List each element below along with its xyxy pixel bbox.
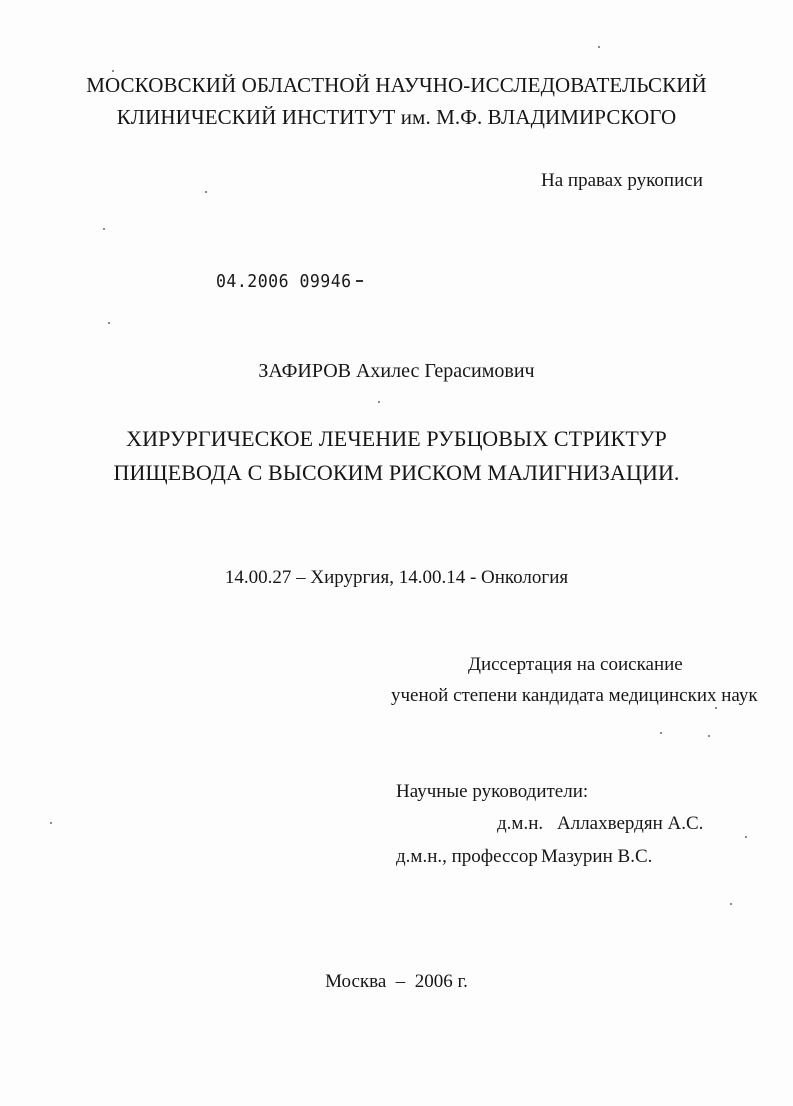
- dissertation-line-1: Диссертация на соискание: [468, 654, 683, 675]
- scan-speck: [660, 732, 662, 734]
- scan-speck: [598, 46, 600, 48]
- dissertation-title-line-1: ХИРУРГИЧЕСКОЕ ЛЕЧЕНИЕ РУБЦОВЫХ СТРИКТУР: [126, 426, 667, 451]
- supervisor-2-degree: д.м.н., профессор: [396, 846, 538, 867]
- supervisor-2-name: Мазурин В.С.: [541, 846, 653, 867]
- scan-speck: [103, 228, 105, 230]
- scan-speck: [50, 822, 52, 824]
- place-and-year: Москва – 2006 г.: [325, 971, 468, 992]
- manuscript-note: На правах рукописи: [541, 170, 703, 191]
- scan-speck: [745, 836, 747, 838]
- dissertation-title-line-2: ПИЩЕВОДА С ВЫСОКИМ РИСКОМ МАЛИГНИЗАЦИИ.: [113, 460, 680, 485]
- author-name: ЗАФИРОВ Ахилес Герасимович: [258, 360, 535, 382]
- archive-stamp-number: 04.2006 09946: [216, 271, 352, 292]
- scan-speck: [708, 735, 710, 737]
- scan-speck: [112, 70, 114, 72]
- scan-speck: [108, 322, 110, 324]
- scan-speck: [715, 707, 717, 709]
- stamp-dash: [356, 280, 363, 282]
- institution-line-1: МОСКОВСКИЙ ОБЛАСТНОЙ НАУЧНО-ИССЛЕДОВАТЕЛЬСКИЙ: [86, 73, 707, 97]
- specialty-codes: 14.00.27 – Хирургия, 14.00.14 - Онкология: [224, 567, 569, 588]
- scan-speck: [730, 903, 732, 905]
- scan-speck: [205, 191, 207, 193]
- supervisor-1-degree: д.м.н.: [497, 813, 544, 834]
- scan-speck: [378, 401, 380, 403]
- institution-line-2: КЛИНИЧЕСКИЙ ИНСТИТУТ им. М.Ф. ВЛАДИМИРСКОГО: [116, 105, 677, 129]
- dissertation-line-2: ученой степени кандидата медицинских наук: [391, 685, 758, 706]
- supervisor-1-name: Аллахвердян А.С.: [557, 813, 704, 834]
- supervisors-heading: Научные руководители:: [396, 781, 589, 802]
